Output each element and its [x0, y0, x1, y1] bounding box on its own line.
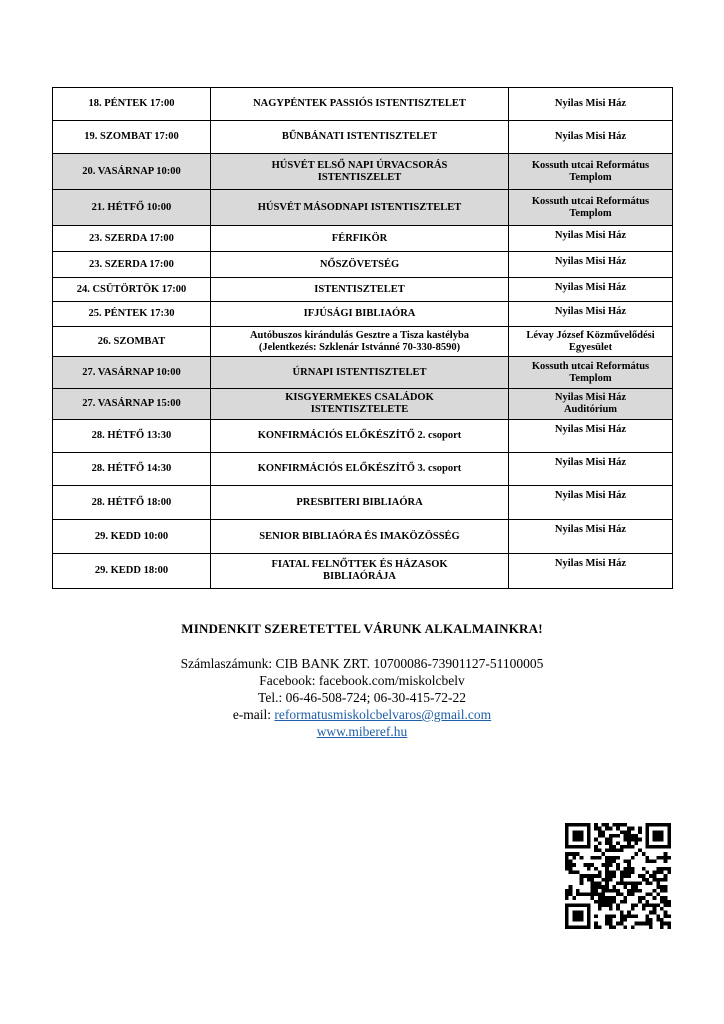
schedule-date-line: 27. VASÁRNAP 15:00: [82, 398, 181, 409]
schedule-date: [53, 154, 211, 190]
schedule-date: [53, 226, 211, 252]
schedule-place-line: Templom: [569, 372, 612, 384]
schedule-date: [53, 453, 211, 486]
schedule-place: [509, 554, 673, 589]
schedule-event-line: KONFIRMÁCIÓS ELŐKÉSZÍTŐ 2. csoport: [257, 430, 462, 441]
schedule-place: [509, 88, 673, 121]
schedule-event-line: ISTENTISZTELETE: [310, 404, 409, 415]
schedule-date: [53, 327, 211, 357]
schedule-row: [53, 486, 673, 520]
schedule-date: [53, 121, 211, 154]
schedule-place: [509, 357, 673, 389]
schedule-place-line: Kossuth utcai Református: [531, 159, 650, 171]
schedule-date-line: 23. SZERDA 17:00: [89, 232, 174, 244]
schedule-event: [211, 327, 509, 357]
schedule-event: [211, 554, 509, 589]
schedule-event: [211, 389, 509, 420]
schedule-row: [53, 389, 673, 420]
schedule-place: [509, 154, 673, 190]
schedule-row: [53, 302, 673, 327]
schedule-place-line: Templom: [569, 207, 612, 219]
schedule-row: [53, 154, 673, 190]
schedule-place-line: Nyilas Misi Ház: [554, 524, 627, 535]
schedule-place: [509, 278, 673, 302]
schedule-place: [509, 389, 673, 420]
schedule-event-line: HÚSVÉT ELSŐ NAPI ÚRVACSORÁS: [271, 159, 448, 171]
schedule-place-line: Nyilas Misi Ház: [554, 306, 627, 317]
schedule-row: [53, 420, 673, 453]
schedule-event: [211, 154, 509, 190]
schedule-event: [211, 420, 509, 453]
schedule-row: [53, 252, 673, 278]
schedule-event: [211, 302, 509, 327]
schedule-event: [211, 121, 509, 154]
schedule-date-line: 25. PÉNTEK 17:30: [88, 308, 175, 319]
schedule-event-line: FÉRFIKÖR: [331, 232, 388, 244]
schedule-event-line: BIBLIAÓRÁJA: [323, 571, 396, 582]
schedule-row: [53, 554, 673, 589]
schedule-event-line: HÚSVÉT MÁSODNAPI ISTENTISZTELET: [257, 201, 462, 213]
schedule-row: [53, 278, 673, 302]
schedule-date: [53, 302, 211, 327]
schedule-event-line: FIATAL FELNŐTTEK ÉS HÁZASOK: [271, 559, 448, 570]
schedule-row: [53, 88, 673, 121]
schedule-date: [53, 554, 211, 589]
schedule-date-line: 19. SZOMBAT 17:00: [84, 131, 179, 142]
schedule-date: [53, 252, 211, 278]
website-link[interactable]: www.miberef.hu: [316, 724, 408, 739]
schedule-date-line: 28. HÉTFŐ 14:30: [91, 463, 172, 474]
schedule-place-line: Nyilas Misi Ház: [554, 457, 627, 468]
schedule-place-line: Nyilas Misi Ház: [554, 392, 627, 403]
schedule-event-line: NŐSZÖVETSÉG: [319, 258, 400, 270]
schedule-event-line: ISTENTISZTELET: [314, 283, 405, 295]
phone-info: Tel.: 06-46-508-724; 06-30-415-72-22: [258, 690, 466, 705]
schedule-place-line: Kossuth utcai Református: [531, 360, 650, 372]
qr-code-icon: [565, 823, 671, 929]
schedule-place: [509, 486, 673, 520]
schedule-date: [53, 520, 211, 554]
schedule-date: [53, 486, 211, 520]
schedule-date: [53, 278, 211, 302]
schedule-event-line: (Jelentkezés: Szklenár Istvánné 70-330-8590): [258, 341, 461, 353]
schedule-date: [53, 420, 211, 453]
schedule-place-line: Templom: [569, 171, 612, 183]
schedule-row: [53, 190, 673, 226]
schedule-place-line: Nyilas Misi Ház: [554, 424, 627, 435]
schedule-event: [211, 190, 509, 226]
schedule-event-line: ISTENTISZELET: [317, 171, 402, 183]
schedule-event: [211, 453, 509, 486]
schedule-place-line: Nyilas Misi Ház: [554, 230, 627, 241]
schedule-row: [53, 453, 673, 486]
schedule-row: [53, 327, 673, 357]
schedule-date-line: 26. SZOMBAT: [97, 335, 166, 347]
schedule-event-line: SENIOR BIBLIAÓRA ÉS IMAKÖZÖSSÉG: [259, 530, 460, 542]
email-label: e-mail:: [232, 707, 275, 722]
bank-account: Számlaszámunk: CIB BANK ZRT. 10700086-73901127-51100005: [180, 656, 544, 671]
schedule-row: [53, 121, 673, 154]
schedule-date-line: 23. SZERDA 17:00: [89, 258, 174, 270]
email-link[interactable]: reformatusmiskolcbelvaros@gmail.com: [274, 707, 492, 722]
schedule-event: [211, 357, 509, 389]
schedule-date-line: 29. KEDD 18:00: [94, 565, 169, 576]
schedule-place: [509, 226, 673, 252]
schedule-event: [211, 486, 509, 520]
schedule-row: [53, 520, 673, 554]
contact-block: [0, 655, 724, 740]
schedule-date: [53, 88, 211, 121]
schedule-date: [53, 389, 211, 420]
schedule-place-line: Egyesület: [568, 341, 613, 353]
schedule-date-line: 28. HÉTFŐ 18:00: [91, 496, 172, 508]
schedule-place-line: Nyilas Misi Ház: [554, 131, 627, 142]
schedule-date-line: 28. HÉTFŐ 13:30: [91, 430, 172, 441]
schedule-place-line: Lévay József Közművelődési: [526, 329, 655, 341]
schedule-date-line: 21. HÉTFŐ 10:00: [91, 201, 172, 213]
schedule-date-line: 18. PÉNTEK 17:00: [88, 98, 175, 109]
schedule-place-line: Nyilas Misi Ház: [554, 558, 627, 569]
schedule-row: [53, 226, 673, 252]
schedule-place-line: Nyilas Misi Ház: [554, 490, 627, 501]
schedule-event-line: KONFIRMÁCIÓS ELŐKÉSZÍTŐ 3. csoport: [257, 463, 462, 474]
schedule-event: [211, 278, 509, 302]
schedule-place: [509, 121, 673, 154]
schedule-event-line: PRESBITERI BIBLIAÓRA: [296, 496, 423, 508]
schedule-place-line: Auditórium: [563, 404, 618, 415]
schedule-event-line: ÚRNAPI ISTENTISZTELET: [292, 366, 427, 378]
schedule-event: [211, 226, 509, 252]
schedule-place-line: Nyilas Misi Ház: [554, 282, 627, 293]
schedule-date-line: 20. VASÁRNAP 10:00: [82, 165, 181, 177]
schedule-date: [53, 357, 211, 389]
schedule-place: [509, 302, 673, 327]
schedule-event-line: KISGYERMEKES CSALÁDOK: [285, 392, 434, 403]
schedule-place: [509, 327, 673, 357]
schedule-place-line: Nyilas Misi Ház: [554, 256, 627, 267]
schedule-event: [211, 520, 509, 554]
schedule-date-line: 27. VASÁRNAP 10:00: [82, 366, 181, 378]
schedule-table: [52, 87, 673, 589]
schedule-place-line: Nyilas Misi Ház: [554, 98, 627, 109]
schedule-place: [509, 453, 673, 486]
schedule-place: [509, 190, 673, 226]
schedule-place: [509, 420, 673, 453]
schedule-event-line: BŰNBÁNATI ISTENTISZTELET: [281, 131, 438, 142]
schedule-event-line: IFJÚSÁGI BIBLIAÓRA: [303, 308, 416, 319]
schedule-row: [53, 357, 673, 389]
schedule-event: [211, 252, 509, 278]
schedule-event: [211, 88, 509, 121]
schedule-date-line: 24. CSÜTÖRTÖK 17:00: [76, 283, 187, 295]
schedule-event-line: NAGYPÉNTEK PASSIÓS ISTENTISZTELET: [253, 98, 466, 109]
closing-message: MINDENKIT SZERETETTEL VÁRUNK ALKALMAINKRA!: [181, 621, 543, 636]
schedule-event-line: Autóbuszos kirándulás Gesztre a Tisza kastélyba: [249, 329, 470, 341]
schedule-place: [509, 252, 673, 278]
schedule-place: [509, 520, 673, 554]
facebook-info: Facebook: facebook.com/miskolcbelv: [259, 673, 465, 688]
schedule-place-line: Kossuth utcai Református: [531, 195, 650, 207]
schedule-date: [53, 190, 211, 226]
email-line: [0, 706, 724, 723]
schedule-date-line: 29. KEDD 10:00: [94, 530, 169, 542]
